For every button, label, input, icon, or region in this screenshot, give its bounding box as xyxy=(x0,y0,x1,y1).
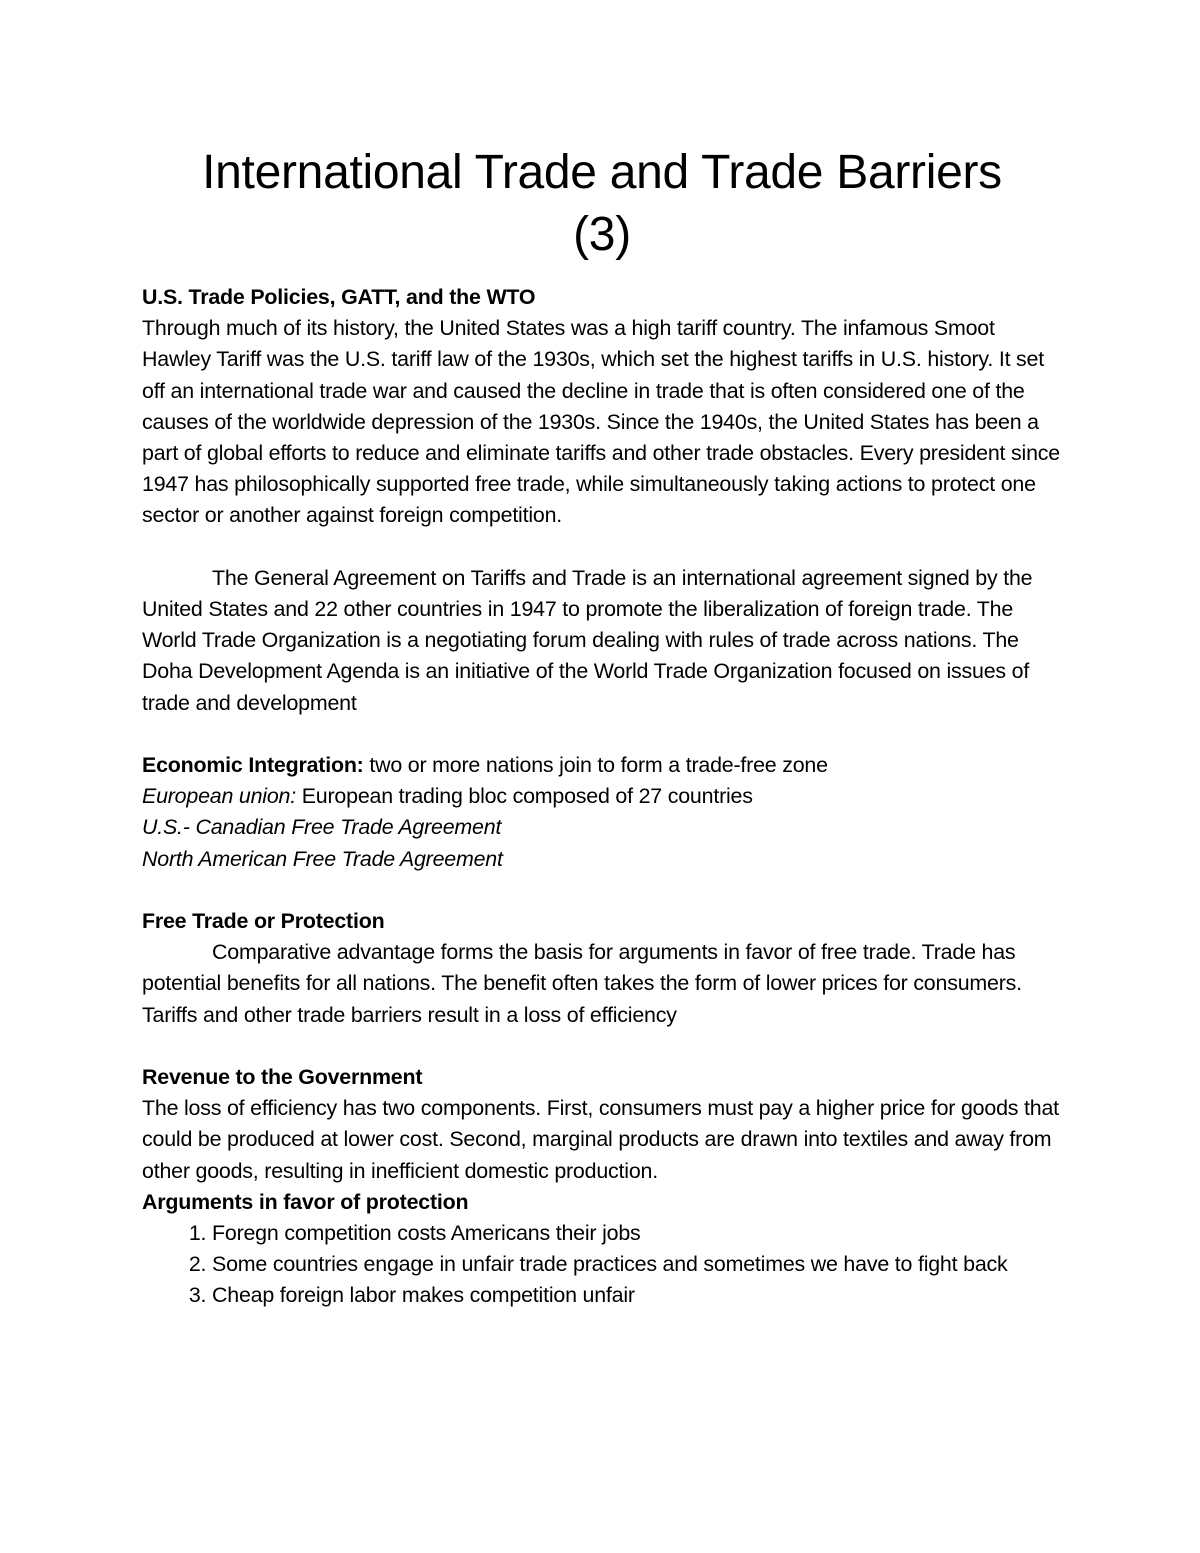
arguments-list xyxy=(142,1218,1062,1312)
list-item: 2. Some countries engage in unfair trade practices and sometimes we have to fight back xyxy=(212,1249,1062,1280)
section-heading-arguments: Arguments in favor of protection xyxy=(142,1189,469,1214)
paragraph-revenue: The loss of efficiency has two components. First, consumers must pay a higher price for goods that could be produced at lower cost. Second, marginal products are drawn into textiles and away from other goods, resulting in inefficient domestic production. xyxy=(142,1096,1059,1183)
paragraph-us-trade-history: Through much of its history, the United States was a high tariff country. The infamous Smoot Hawley Tariff was the U.S. tariff law of the 1930s, which set the highest tariffs in U.S. history. It set off an international trade war and caused the decline in trade that is often considered one of the causes of the worldwide depression of the 1930s. Since the 1940s, the United States has been a part of global efforts to reduce and eliminate tariffs and other trade obstacles. Every president since 1947 has philosophically supported free trade, while simultaneously taking actions to protect one sector or another against foreign competition. xyxy=(142,316,1060,528)
section-heading-us-trade: U.S. Trade Policies, GATT, and the WTO xyxy=(142,285,536,309)
list-item: 3. Cheap foreign labor makes competition unfair xyxy=(212,1280,1062,1311)
definition-european-union xyxy=(142,781,1062,812)
spacer xyxy=(142,532,1062,563)
section-heading-revenue: Revenue to the Government xyxy=(142,1065,423,1090)
definition-text: European trading bloc composed of 27 countries xyxy=(296,784,753,809)
term-european-union: European union: xyxy=(142,784,296,809)
list-item: 1. Foregn competition costs Americans their jobs xyxy=(212,1218,1062,1249)
spacer xyxy=(142,875,1062,906)
document-body xyxy=(142,282,1062,1312)
definition-economic-integration xyxy=(142,750,1062,781)
term-nafta: North American Free Trade Agreement xyxy=(142,846,503,871)
section-heading-free-trade: Free Trade or Protection xyxy=(142,909,385,934)
title-line-1: International Trade and Trade Barriers xyxy=(202,146,1002,199)
spacer xyxy=(142,1031,1062,1062)
page-title xyxy=(142,142,1062,266)
term-us-canadian-fta: U.S.- Canadian Free Trade Agreement xyxy=(142,815,502,840)
definition-text: two or more nations join to form a trade-free zone xyxy=(363,753,828,778)
paragraph-free-trade: Comparative advantage forms the basis for arguments in favor of free trade. Trade has potential benefits for all nations. The benefit often takes the form of lower prices for consumers. Tariffs and other trade barriers result in a loss of efficiency xyxy=(142,940,1022,1027)
document-page xyxy=(142,142,1062,1312)
spacer xyxy=(142,719,1062,750)
paragraph-gatt-wto: The General Agreement on Tariffs and Trade is an international agreement signed by the United States and 22 other countries in 1947 to promote the liberalization of foreign trade. The World Trade Organization is a negotiating forum dealing with rules of trade across nations. The Doha Development Agenda is an initiative of the World Trade Organization focused on issues of trade and development xyxy=(142,565,1033,715)
title-line-2: (3) xyxy=(573,208,631,261)
term-economic-integration: Economic Integration: xyxy=(142,753,364,778)
